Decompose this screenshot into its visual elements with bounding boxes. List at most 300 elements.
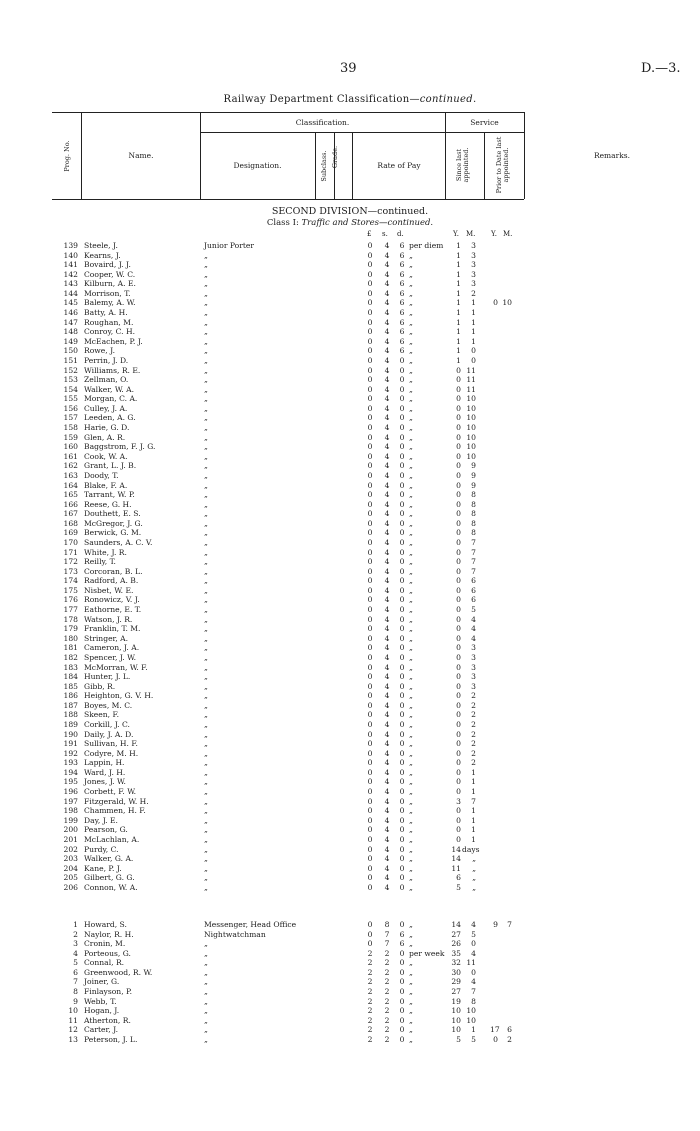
designation: „ [204,327,208,337]
prior-months: 6 [507,1025,512,1035]
service-months: 2 [471,700,476,710]
prog-no: 174 [63,576,78,586]
table-row [0,452,700,461]
table-row [0,308,700,317]
service-months: 11 [466,365,476,375]
service-months: 7 [471,796,476,806]
designation: „ [204,547,208,557]
table-row [0,1016,700,1025]
designation: „ [204,777,208,787]
rate-period: „ [409,1034,413,1044]
rate-pounds: 0 [367,327,373,337]
rate-period: „ [409,260,413,270]
rate-pence: 0 [399,557,405,567]
rate-period: „ [409,873,413,883]
designation: „ [204,958,208,968]
rate-pounds: 0 [367,518,373,528]
prog-no: 170 [63,537,78,547]
rate-pounds: 0 [367,662,373,672]
rate-pence: 0 [399,652,405,662]
rate-pounds: 0 [367,288,373,298]
rate-shillings: 4 [384,250,390,260]
rate-period: „ [409,825,413,835]
staff-name: Glen, A. R. [84,432,126,442]
rate-shillings: 4 [384,537,390,547]
designation: „ [204,672,208,682]
service-years: 0 [456,537,461,547]
rate-pounds: 0 [367,480,373,490]
designation: „ [204,1006,208,1016]
rate-period: „ [409,375,413,385]
staff-name: Morrison, T. [84,288,131,298]
rate-pence: 0 [399,537,405,547]
rate-pence: 0 [399,394,405,404]
prog-no: 140 [63,250,78,260]
rate-pence: 0 [399,643,405,653]
rate-shillings: 4 [384,882,390,892]
rate-pounds: 0 [367,537,373,547]
table-row [0,509,700,518]
rate-pounds: 2 [367,1015,373,1025]
rate-shillings: 4 [384,691,390,701]
rate-period: „ [409,279,413,289]
service-years: 0 [456,595,461,605]
rate-period: „ [409,882,413,892]
service-years: 0 [456,729,461,739]
designation: „ [204,317,208,327]
rate-pence: 0 [399,863,405,873]
rate-pence: 0 [399,1006,405,1016]
rate-pounds: 0 [367,241,373,250]
table-row [0,624,700,633]
table-row [0,720,700,729]
prog-no: 192 [63,748,78,758]
service-months: 10 [466,451,476,461]
rate-pence: 6 [399,241,405,250]
service-years: 0 [456,700,461,710]
rate-period: „ [409,499,413,509]
rate-pounds: 0 [367,777,373,787]
staff-name: Rowe, J. [84,346,115,356]
service-years: 0 [456,652,461,662]
rate-period: „ [409,996,413,1006]
table-row [0,605,700,614]
rate-pence: 0 [399,710,405,720]
designation: „ [204,566,208,576]
service-years: 0 [456,662,461,672]
staff-name: Hunter, J. L. [84,672,131,682]
table-row [0,356,700,365]
rate-pence: 0 [399,451,405,461]
unit-shillings: s. [382,230,388,238]
rate-shillings: 2 [384,948,390,958]
rate-period: „ [409,566,413,576]
staff-name: Sullivan, H. F. [84,739,138,749]
rate-period: „ [409,967,413,977]
prog-no: 159 [63,432,78,442]
rate-shillings: 4 [384,796,390,806]
designation: „ [204,470,208,480]
rate-shillings: 2 [384,1034,390,1044]
table-row [0,481,700,490]
designation: „ [204,720,208,729]
rate-period: „ [409,403,413,413]
staff-name: Hogan, J. [84,1006,120,1016]
rate-pence: 6 [399,336,405,346]
rate-pounds: 0 [367,825,373,835]
rate-shillings: 4 [384,844,390,854]
service-years: 0 [456,442,461,452]
table-row [0,423,700,432]
service-years: 14 [451,854,461,864]
service-months: 2 [471,729,476,739]
service-months: 8 [471,528,476,538]
table-row [0,797,700,806]
service-months: 5 [471,605,476,615]
prog-no: 201 [63,834,78,844]
service-years: 27 [451,987,461,997]
table-row [0,701,700,710]
service-months: 7 [471,557,476,567]
rate-period: „ [409,815,413,825]
table-row [0,949,700,958]
rate-shillings: 4 [384,403,390,413]
table-row [0,1025,700,1034]
rate-shillings: 4 [384,288,390,298]
service-months: days [462,844,480,854]
prog-no: 154 [63,384,78,394]
prog-no: 178 [63,614,78,624]
rate-pounds: 2 [367,987,373,997]
service-months: 10 [466,394,476,404]
unit-months-since: M. [466,230,476,238]
prog-no: 3 [73,939,78,949]
rate-pence: 0 [399,834,405,844]
rate-period: „ [409,423,413,433]
staff-name: Williams, R. E. [84,365,141,375]
rate-pence: 6 [399,269,405,279]
table-row [0,289,700,298]
rate-pounds: 0 [367,298,373,308]
staff-name: Kane, P. J. [84,863,122,873]
rate-period: „ [409,939,413,949]
rate-pence: 0 [399,480,405,490]
rate-pence: 0 [399,700,405,710]
rate-shillings: 2 [384,1006,390,1016]
prog-no: 12 [68,1025,78,1035]
prog-no: 153 [63,375,78,385]
service-months: 0 [471,346,476,356]
service-months: 1 [471,806,476,816]
designation: „ [204,1034,208,1044]
designation: „ [204,643,208,653]
rate-shillings: 4 [384,499,390,509]
rate-pence: 0 [399,355,405,365]
table-row [0,385,700,394]
rate-pounds: 0 [367,461,373,471]
prog-no: 185 [63,681,78,691]
rate-pence: 0 [399,528,405,538]
rate-pounds: 2 [367,1025,373,1035]
staff-name: Purdy, C. [84,844,119,854]
rate-pence: 0 [399,490,405,500]
service-months: 6 [471,595,476,605]
rate-pounds: 0 [367,547,373,557]
prog-no: 191 [63,739,78,749]
prog-no: 150 [63,346,78,356]
staff-name: Steele, J. [84,241,118,250]
service-months: 1 [471,777,476,787]
prog-no: 7 [73,977,78,987]
rate-pounds: 0 [367,423,373,433]
designation: „ [204,806,208,816]
designation: Messenger, Head Office [204,920,297,929]
service-years: 0 [456,748,461,758]
rate-pence: 0 [399,796,405,806]
staff-name: Watson, J. R. [84,614,133,624]
rate-pence: 0 [399,595,405,605]
prior-months: 10 [502,298,512,308]
rate-shillings: 4 [384,729,390,739]
table-row [0,758,700,767]
rate-pence: 0 [399,748,405,758]
service-months: 1 [471,308,476,318]
rate-shillings: 2 [384,987,390,997]
service-years: 0 [456,815,461,825]
rate-pounds: 0 [367,720,373,729]
service-months: 2 [471,739,476,749]
prog-no: 181 [63,643,78,653]
service-years: 1 [456,298,461,308]
rate-pence: 0 [399,547,405,557]
prog-no: 173 [63,566,78,576]
table-row [0,768,700,777]
service-months: 5 [471,1034,476,1044]
staff-name: Saunders, A. C. V. [84,537,153,547]
rate-shillings: 2 [384,1015,390,1025]
rate-shillings: 4 [384,547,390,557]
table-row [0,663,700,672]
prior-years: 9 [493,920,498,929]
staff-name: Cronin, M. [84,939,126,949]
rate-period: „ [409,250,413,260]
prog-no: 169 [63,528,78,538]
service-months: 6 [471,585,476,595]
rate-shillings: 4 [384,854,390,864]
rate-period: „ [409,480,413,490]
service-months: „ [472,854,476,864]
rate-shillings: 4 [384,509,390,519]
service-years: 0 [456,739,461,749]
staff-name: Kearns, J. [84,250,121,260]
designation: „ [204,796,208,806]
designation: „ [204,605,208,615]
service-years: 1 [456,355,461,365]
table-row [0,939,700,948]
table-row [0,1006,700,1015]
rate-pounds: 2 [367,977,373,987]
prior-months: 7 [507,920,512,929]
prog-no: 180 [63,633,78,643]
prog-no: 142 [63,269,78,279]
table-row [0,404,700,413]
rate-shillings: 8 [384,920,390,929]
header-bottom-rule [52,199,524,200]
designation: „ [204,633,208,643]
header-remarks: Remarks. [593,151,631,160]
rate-pounds: 0 [367,394,373,404]
rate-pence: 0 [399,920,405,929]
rate-shillings: 4 [384,624,390,634]
staff-name: Bovaird, J. J. [84,260,131,270]
service-years: 0 [456,806,461,816]
service-years: 14 [451,920,461,929]
service-years: 0 [456,767,461,777]
rate-period: „ [409,854,413,864]
rate-period: „ [409,767,413,777]
header-service: Service [470,118,499,127]
rate-pence: 0 [399,758,405,768]
rate-pence: 6 [399,308,405,318]
prog-no: 143 [63,279,78,289]
staff-name: Spencer, J. W. [84,652,136,662]
header-prior-to: Prior to Date last appointed. [495,136,510,194]
rate-pence: 0 [399,996,405,1006]
prog-no: 4 [73,948,78,958]
staff-name: Culley, J. A. [84,403,128,413]
rate-shillings: 4 [384,585,390,595]
staff-name: Leeden, A. G. [84,413,136,423]
designation: „ [204,691,208,701]
table-row [0,777,700,786]
rate-pounds: 0 [367,365,373,375]
rate-pounds: 0 [367,672,373,682]
rate-pence: 0 [399,825,405,835]
prog-no: 149 [63,336,78,346]
staff-name: Reilly, T. [84,557,116,567]
prog-no: 189 [63,720,78,729]
rate-period: „ [409,977,413,987]
staff-name: Day, J. E. [84,815,118,825]
rate-shillings: 4 [384,470,390,480]
rate-pence: 0 [399,767,405,777]
rate-pence: 0 [399,1034,405,1044]
rate-shillings: 4 [384,461,390,471]
staff-name: Nisbet, W. E. [84,585,134,595]
staff-name: Pearson, G. [84,825,128,835]
designation: „ [204,787,208,797]
service-months: 1 [471,317,476,327]
designation: „ [204,269,208,279]
rate-pence: 0 [399,605,405,615]
rate-pounds: 0 [367,787,373,797]
staff-name: Roughan, M. [84,317,134,327]
prog-no: 1 [73,920,78,929]
rate-pence: 0 [399,585,405,595]
table-row [0,490,700,499]
designation: „ [204,815,208,825]
table-row [0,710,700,719]
rate-period: „ [409,710,413,720]
rate-pounds: 0 [367,605,373,615]
rate-shillings: 7 [384,939,390,949]
service-years: 5 [456,1034,461,1044]
rate-pounds: 0 [367,499,373,509]
service-months: 10 [466,1015,476,1025]
staff-name: White, J. R. [84,547,127,557]
rate-pence: 0 [399,681,405,691]
rate-period: „ [409,1025,413,1035]
prog-no: 200 [63,825,78,835]
table-row [0,873,700,882]
rate-period: „ [409,518,413,528]
service-months: 1 [471,336,476,346]
service-months: 8 [471,509,476,519]
service-months: 1 [471,767,476,777]
prog-no: 151 [63,355,78,365]
rate-period: „ [409,432,413,442]
rate-pounds: 0 [367,939,373,949]
designation: „ [204,585,208,595]
service-years: 0 [456,624,461,634]
service-years: 11 [451,863,461,873]
designation: „ [204,403,208,413]
service-years: 1 [456,308,461,318]
rate-shillings: 4 [384,595,390,605]
rate-shillings: 4 [384,739,390,749]
staff-name: Atherton, R. [84,1015,131,1025]
rate-pounds: 0 [367,758,373,768]
service-months: 2 [471,748,476,758]
designation: „ [204,681,208,691]
table-row [0,346,700,355]
service-years: 27 [451,929,461,939]
staff-name: Radford, A. B. [84,576,139,586]
table-row [0,825,700,834]
class-heading [0,218,700,228]
service-years: 26 [451,939,461,949]
staff-name: McLachlan, A. [84,834,140,844]
service-years: 1 [456,260,461,270]
rate-period: „ [409,308,413,318]
prog-no: 167 [63,509,78,519]
service-years: 1 [456,288,461,298]
unit-years-since: Y. [453,230,459,238]
staff-name: Carter, J. [84,1025,119,1035]
rate-shillings: 4 [384,413,390,423]
rate-pence: 0 [399,423,405,433]
service-years: 19 [451,996,461,1006]
staff-name: Morgan, C. A. [84,394,138,404]
service-months: 3 [471,241,476,250]
rate-pence: 0 [399,432,405,442]
rate-pence: 6 [399,288,405,298]
table-row [0,977,700,986]
staff-name: Ward, J. H. [84,767,126,777]
table-row [0,883,700,892]
rate-pence: 0 [399,977,405,987]
service-months: 2 [471,691,476,701]
service-years: 0 [456,643,461,653]
staff-name: Conroy, C. H. [84,327,135,337]
designation: „ [204,700,208,710]
service-years: 1 [456,241,461,250]
rate-period: „ [409,929,413,939]
prog-no: 198 [63,806,78,816]
staff-name: Joiner, G. [84,977,120,987]
designation: „ [204,308,208,318]
staff-name: Skeen, F. [84,710,120,720]
